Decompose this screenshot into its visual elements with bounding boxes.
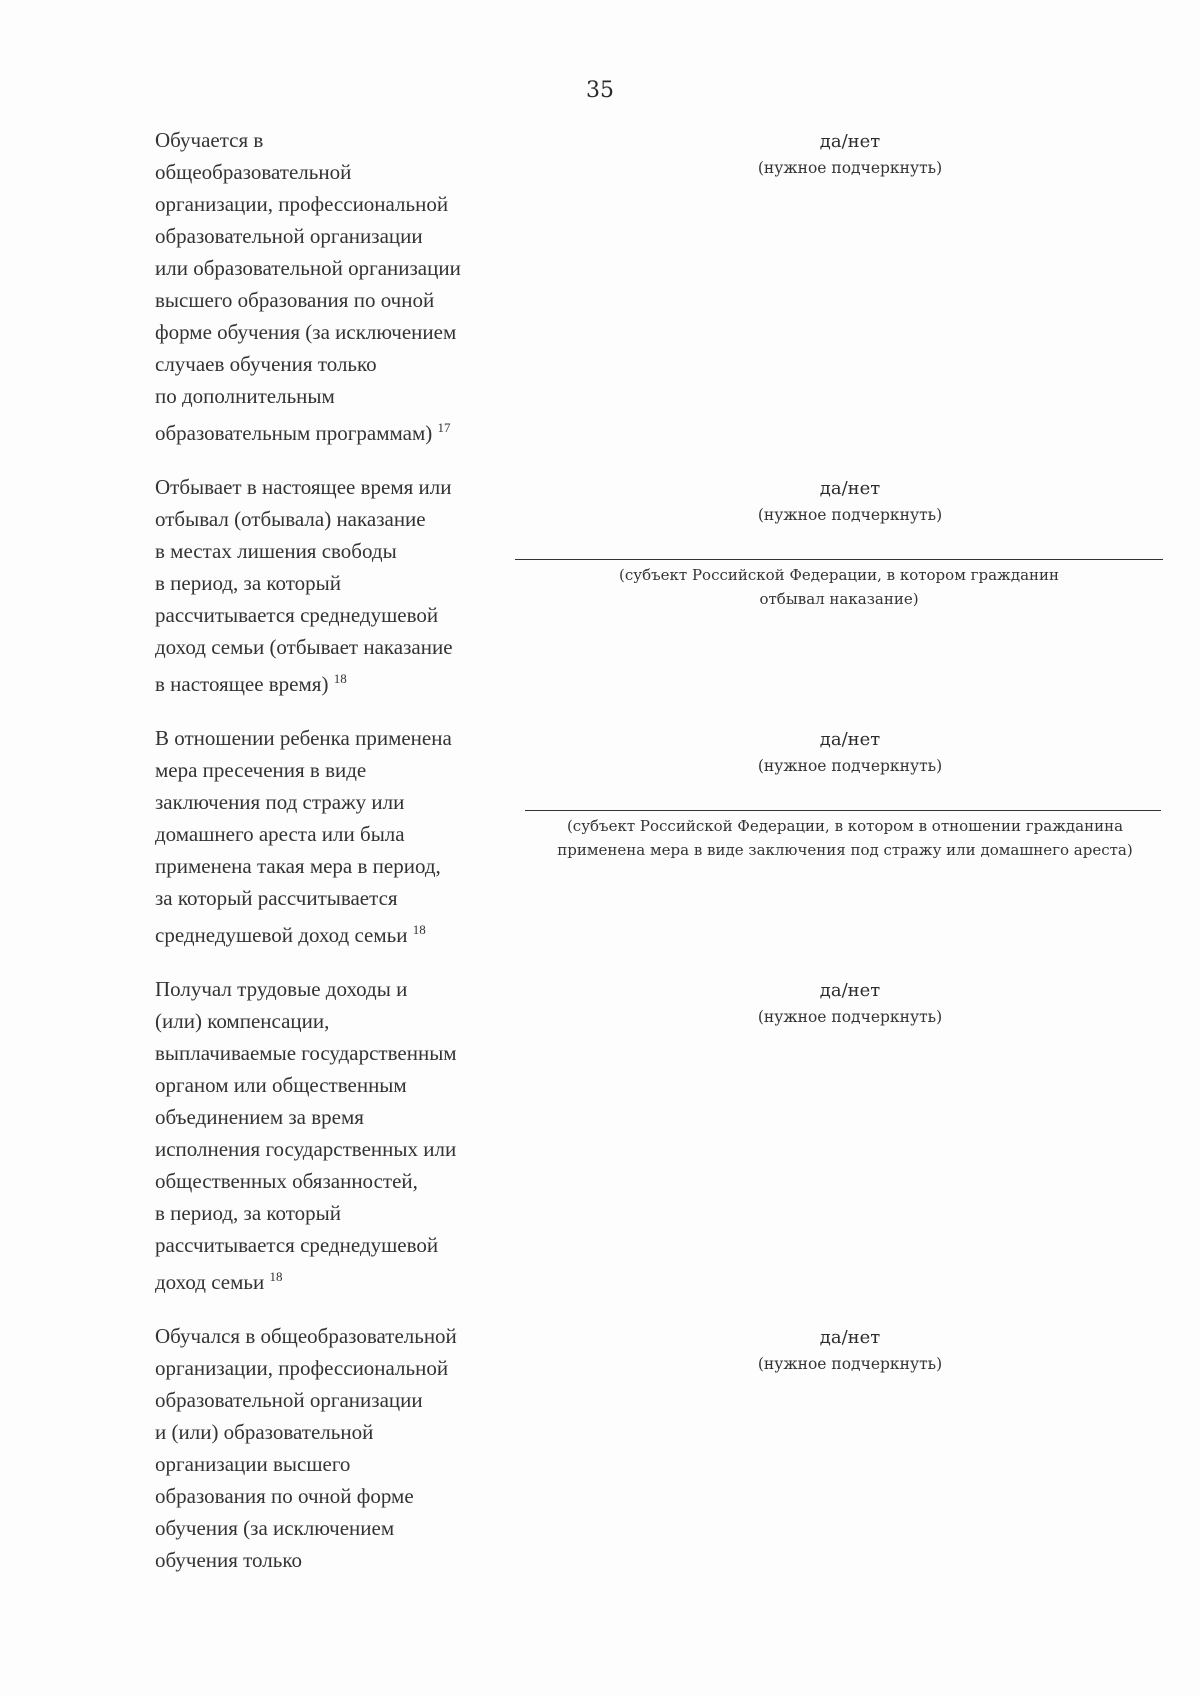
label-line-last — [155, 1261, 515, 1298]
region-fill-line[interactable] — [515, 559, 1163, 560]
label-line: выплачиваемые государственным — [155, 1041, 457, 1065]
answer-group — [700, 726, 1000, 778]
label-line-last — [155, 663, 515, 700]
label-line: в местах лишения свободы — [155, 539, 397, 563]
answer-group — [700, 128, 1000, 180]
label-line: домашнего ареста или была — [155, 822, 405, 846]
question-label — [155, 1320, 515, 1576]
label-line: Обучался в общеобразовательной — [155, 1324, 457, 1348]
label-line: в период, за который — [155, 571, 342, 595]
label-line: Отбывает в настоящее время или — [155, 475, 452, 499]
label-line: за который рассчитывается — [155, 886, 398, 910]
question-label — [155, 722, 515, 951]
label-line: общественных обязанностей, — [155, 1169, 418, 1193]
label-line: образовательной организации — [155, 1388, 423, 1412]
caption-line: применена мера в виде заключения под стражу или домашнего ареста) — [557, 841, 1133, 859]
underline-hint: (нужное подчеркнуть) — [757, 757, 943, 775]
label-line: применена такая мера в период, — [155, 854, 441, 878]
question-label — [155, 973, 515, 1298]
underline-hint: (нужное подчеркнуть) — [757, 1355, 943, 1373]
label-line: высшего образования по очной — [155, 288, 435, 312]
region-caption — [515, 814, 1175, 862]
label-line: исполнения государственных или — [155, 1137, 457, 1161]
label-line: форме обучения (за исключением — [155, 320, 457, 344]
label-line: образования по очной форме — [155, 1484, 414, 1508]
label-line: рассчитывается среднедушевой — [155, 603, 439, 627]
label-line: отбывал (отбывала) наказание — [155, 507, 426, 531]
underline-hint: (нужное подчеркнуть) — [757, 1008, 943, 1026]
label-line: доход семьи (отбывает наказание — [155, 635, 453, 659]
label-line: органом или общественным — [155, 1073, 407, 1097]
footnote-ref: 18 — [269, 1269, 283, 1284]
answer-group — [700, 475, 1000, 527]
label-text: среднедушевой доход семьи — [155, 923, 408, 947]
underline-hint: (нужное подчеркнуть) — [757, 506, 943, 524]
answer-group — [700, 1324, 1000, 1376]
label-line: организации, профессиональной — [155, 192, 449, 216]
label-text: доход семьи — [155, 1270, 265, 1294]
label-line: общеобразовательной — [155, 160, 352, 184]
label-line: по дополнительным — [155, 384, 335, 408]
label-line: объединением за время — [155, 1105, 364, 1129]
yes-no-option[interactable]: да/нет — [819, 478, 881, 499]
label-line: рассчитывается среднедушевой — [155, 1233, 439, 1257]
underline-hint: (нужное подчеркнуть) — [757, 159, 943, 177]
label-line: заключения под стражу или — [155, 790, 405, 814]
label-line-last — [155, 914, 515, 951]
label-line: образовательной организации — [155, 224, 423, 248]
label-line: (или) компенсации, — [155, 1009, 330, 1033]
label-text: в настоящее время) — [155, 672, 329, 696]
label-line: в период, за который — [155, 1201, 342, 1225]
label-line-last — [155, 412, 515, 449]
label-text: образовательным программам) — [155, 421, 433, 445]
label-line: организации высшего — [155, 1452, 351, 1476]
region-caption — [515, 563, 1163, 611]
yes-no-option[interactable]: да/нет — [819, 980, 881, 1001]
label-line: Обучается в — [155, 128, 264, 152]
label-line: и (или) образовательной — [155, 1420, 374, 1444]
answer-group — [700, 977, 1000, 1029]
caption-line: отбывал наказание) — [759, 590, 919, 608]
label-line: обучения только — [155, 1548, 302, 1572]
footnote-ref: 18 — [333, 671, 347, 686]
label-line: Получал трудовые доходы и — [155, 977, 408, 1001]
caption-line: (субъект Российской Федерации, в котором в отношении гражданина — [566, 817, 1124, 835]
label-line: или образовательной организации — [155, 256, 461, 280]
question-label — [155, 471, 515, 700]
label-line: организации, профессиональной — [155, 1356, 449, 1380]
yes-no-option[interactable]: да/нет — [819, 131, 881, 152]
label-line: обучения (за исключением — [155, 1516, 395, 1540]
yes-no-option[interactable]: да/нет — [819, 1327, 881, 1348]
label-line: мера пресечения в виде — [155, 758, 367, 782]
question-label — [155, 124, 515, 449]
footnote-ref: 17 — [437, 420, 451, 435]
caption-line: (субъект Российской Федерации, в котором гражданин — [618, 566, 1060, 584]
yes-no-option[interactable]: да/нет — [819, 729, 881, 750]
page-number: 35 — [586, 78, 614, 103]
label-line: В отношении ребенка применена — [155, 726, 452, 750]
label-line: случаев обучения только — [155, 352, 377, 376]
region-fill-line[interactable] — [525, 810, 1161, 811]
footnote-ref: 18 — [412, 922, 426, 937]
